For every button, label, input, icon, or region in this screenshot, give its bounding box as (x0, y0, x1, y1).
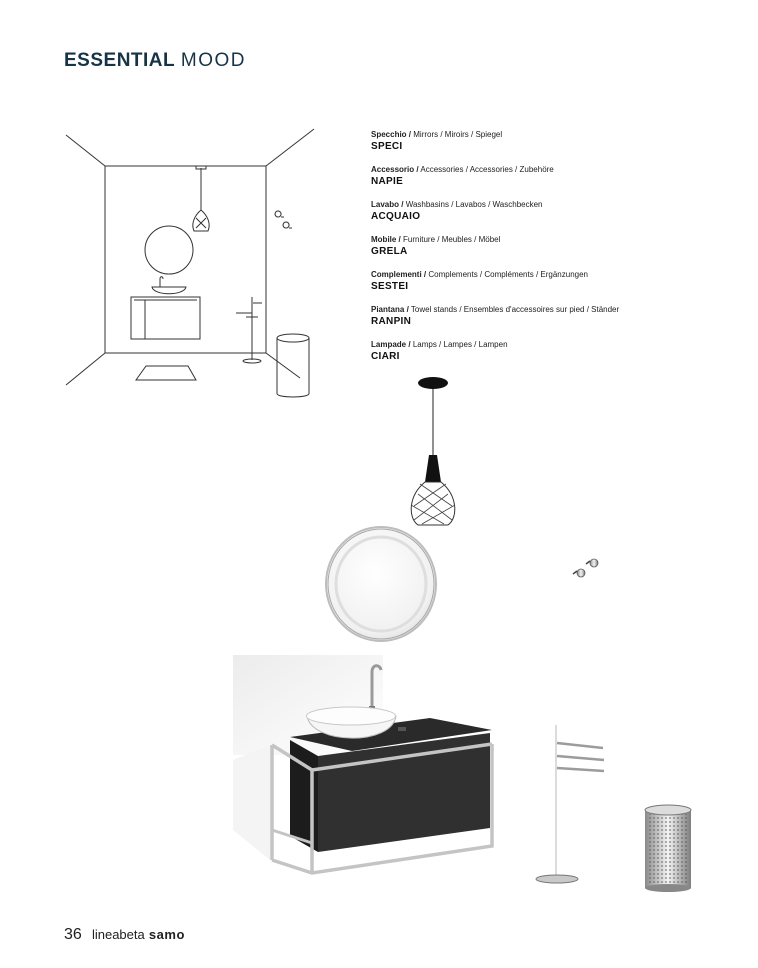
legend-product: SPECI (371, 141, 403, 152)
legend-item-mirrors (371, 129, 671, 153)
legend-product: CIARI (371, 351, 400, 362)
legend-item-washbasins (371, 199, 671, 223)
legend-translations: Accessories / Accessories / Zubehöre (420, 165, 554, 174)
legend-category: Lavabo / (371, 200, 404, 209)
legend-category: Lampade / (371, 340, 411, 349)
legend-translations: Lamps / Lampes / Lampen (412, 340, 508, 349)
legend-translations: Washbasins / Lavabos / Waschbecken (405, 200, 543, 209)
legend-category: Piantana / (371, 305, 409, 314)
page-title-bold: ESSENTIAL (64, 50, 176, 71)
legend-item-lamps (371, 339, 671, 363)
legend-translations: Complements / Compléments / Ergänzungen (428, 270, 588, 279)
legend-product: GRELA (371, 246, 408, 257)
legend-product: NAPIE (371, 176, 404, 187)
product-legend (371, 129, 671, 374)
wall-hooks-product (573, 559, 598, 577)
waste-bin-product (645, 805, 691, 892)
towel-stand-product (536, 725, 604, 883)
page-number: 36 (64, 926, 82, 943)
legend-category: Mobile / (371, 235, 401, 244)
legend-item-towel-stands (371, 304, 671, 328)
legend-item-accessories (371, 164, 671, 188)
page-footer (64, 926, 185, 944)
legend-translations: Mirrors / Miroirs / Spiegel (413, 130, 503, 139)
legend-category: Specchio / (371, 130, 412, 139)
legend-product: ACQUAIO (371, 211, 421, 222)
legend-category: Accessorio / (371, 165, 419, 174)
page-title-light: MOOD (180, 50, 247, 71)
legend-product: SESTEI (371, 281, 409, 292)
pendant-lamp-product (411, 377, 455, 525)
vanity-product (233, 655, 492, 873)
legend-product: RANPIN (371, 316, 412, 327)
legend-item-complements (371, 269, 671, 293)
legend-translations: Furniture / Meubles / Möbel (403, 235, 501, 244)
brand-name-bold: samo (148, 927, 185, 942)
brand-name: lineabeta (91, 927, 145, 942)
round-mirror-product (326, 527, 436, 641)
legend-translations: Towel stands / Ensembles d'accessoires sur pied / Ständer (410, 305, 620, 314)
legend-category: Complementi / (371, 270, 427, 279)
legend-item-furniture (371, 234, 671, 258)
